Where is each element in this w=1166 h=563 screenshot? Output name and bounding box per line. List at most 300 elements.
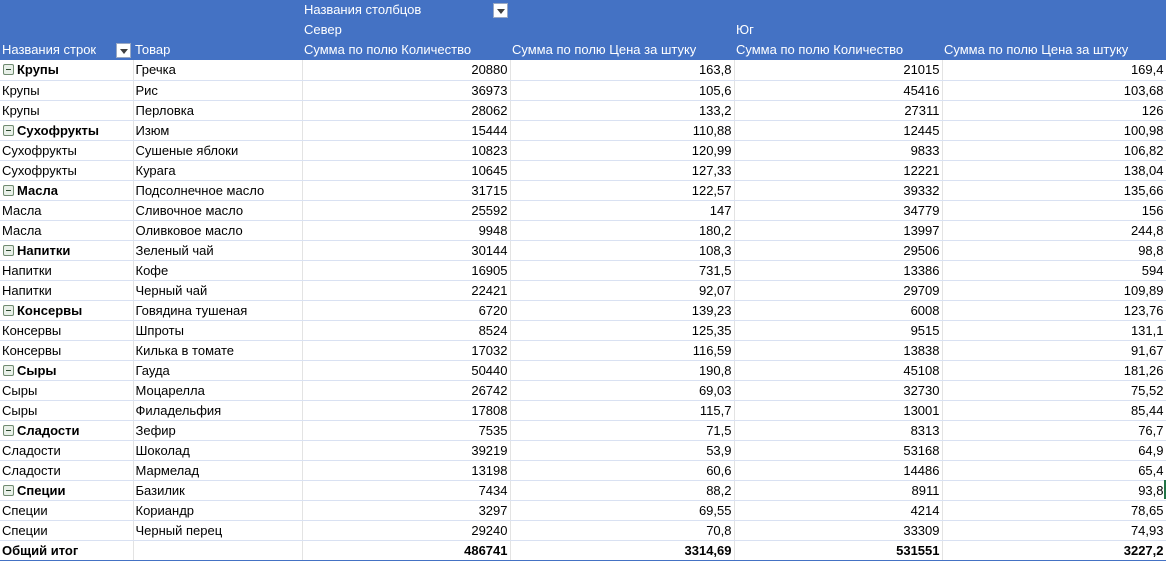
north-quantity-cell[interactable] [302,400,510,420]
south-price-cell[interactable] [942,420,1166,440]
category-cell[interactable] [0,340,133,360]
south-price-cell[interactable] [942,80,1166,100]
grand-total-south-price[interactable]: 3227,2 [942,540,1166,560]
category-cell-text: Сладости [2,442,61,458]
north-quantity-cell[interactable] [302,360,510,380]
north-quantity-cell[interactable] [302,320,510,340]
north-quantity-cell[interactable] [302,340,510,360]
south-price-cell[interactable] [942,480,1166,500]
north-quantity-cell-text: 28062 [471,102,508,118]
south-quantity-cell-text: 32730 [903,382,940,398]
south-price-cell[interactable] [942,520,1166,540]
south-price-cell-text: 131,1 [1130,322,1164,338]
south-price-cell-text: 169,4 [1130,62,1164,78]
south-price-cell-text: 85,44 [1130,402,1164,418]
south-quantity-cell[interactable] [734,80,942,100]
category-cell-text: Консервы [2,322,62,338]
collapse-minus-icon[interactable] [3,185,14,196]
south-quantity-cell[interactable] [734,160,942,180]
north-price-cell-text: 115,7 [699,402,732,418]
north-price-cell-text: 139,23 [691,302,732,318]
category-cell[interactable] [0,160,133,180]
south-quantity-cell[interactable] [734,280,942,300]
north-quantity-cell[interactable] [302,520,510,540]
product-cell-text: Говядина тушеная [135,302,248,318]
north-price-cell[interactable] [510,160,734,180]
category-cell[interactable] [0,320,133,340]
south-price-cell[interactable] [942,500,1166,520]
table-row[interactable] [0,440,1166,460]
north-quantity-cell-text: 10645 [471,162,508,178]
south-price-cell-text: 91,67 [1130,342,1164,358]
category-cell[interactable] [0,520,133,540]
table-row[interactable] [0,80,1166,100]
north-price-cell[interactable] [510,140,734,160]
south-quantity-cell[interactable] [734,360,942,380]
south-quantity-cell-text: 8911 [911,482,940,498]
category-cell-text: Масла [17,182,58,198]
product-cell-text: Килька в томате [135,342,234,358]
column-labels-filter-dropdown-icon[interactable] [493,3,508,18]
category-cell-text: Консервы [17,302,83,318]
south-price-cell-text: 65,4 [1138,462,1164,478]
north-quantity-cell-text: 6720 [478,302,508,318]
category-cell-text: Сухофрукты [2,142,77,158]
north-price-cell[interactable] [510,100,734,120]
north-quantity-cell-text: 3297 [478,502,508,518]
north-quantity-cell-text: 22421 [471,282,508,298]
north-price-cell[interactable] [510,420,734,440]
north-quantity-cell[interactable] [302,240,510,260]
north-price-cell-text: 70,8 [706,522,732,538]
product-cell[interactable] [133,80,302,100]
north-quantity-cell[interactable] [302,460,510,480]
north-quantity-cell[interactable] [302,200,510,220]
south-quantity-cell[interactable] [734,180,942,200]
north-quantity-cell[interactable] [302,380,510,400]
north-price-cell[interactable] [510,360,734,380]
south-price-cell-text: 156 [1141,202,1164,218]
north-price-cell[interactable] [510,80,734,100]
category-cell-text: Напитки [2,262,52,278]
south-price-cell[interactable] [942,220,1166,240]
category-cell[interactable] [0,80,133,100]
category-cell[interactable] [0,280,133,300]
north-price-cell-text: 53,9 [706,442,732,458]
north-quantity-cell-text: 17032 [471,342,508,358]
category-cell[interactable] [0,440,133,460]
north-price-cell-text: 105,6 [698,82,732,98]
north-price-cell-text: 108,3 [698,242,732,258]
table-row[interactable] [0,320,1166,340]
north-quantity-cell[interactable] [302,140,510,160]
north-price-cell[interactable] [510,460,734,480]
table-row[interactable] [0,180,1166,200]
north-price-cell-text: 110,88 [692,122,732,138]
product-cell-text: Курага [135,162,176,178]
south-quantity-cell[interactable] [734,200,942,220]
north-quantity-cell-text: 16905 [471,262,508,278]
north-price-cell-text: 92,07 [698,282,732,298]
collapse-minus-icon[interactable] [3,305,14,316]
table-row[interactable] [0,340,1166,360]
south-quantity-cell-text: 53168 [903,442,940,458]
grand-total-north-quantity[interactable]: 486741 [302,540,510,560]
category-cell-text: Специи [2,522,48,538]
table-row[interactable] [0,300,1166,320]
north-price-cell[interactable] [510,400,734,420]
table-row[interactable] [0,460,1166,480]
table-row[interactable] [0,260,1166,280]
category-cell[interactable] [0,380,133,400]
north-quantity-cell[interactable] [302,100,510,120]
north-price-cell-text: 120,99 [691,142,732,158]
north-price-cell-text: 69,03 [698,382,732,398]
south-quantity-cell[interactable] [734,460,942,480]
north-quantity-cell[interactable] [302,80,510,100]
south-quantity-cell-text: 12445 [903,122,940,138]
product-cell[interactable] [133,100,302,120]
north-quantity-cell[interactable] [302,60,510,80]
category-cell[interactable] [0,500,133,520]
north-quantity-cell[interactable] [302,500,510,520]
grand-total-south-quantity[interactable]: 531551 [734,540,942,560]
south-quantity-cell-text: 14486 [903,462,940,478]
category-cell[interactable] [0,100,133,120]
product-cell[interactable] [133,160,302,180]
south-quantity-cell-text: 13001 [903,402,940,418]
category-cell[interactable] [0,140,133,160]
south-price-cell[interactable] [942,400,1166,420]
north-price-cell[interactable] [510,280,734,300]
category-cell[interactable] [0,360,133,380]
product-cell-text: Базилик [135,482,185,498]
south-quantity-cell[interactable] [734,380,942,400]
table-row[interactable] [0,160,1166,180]
south-price-cell-text: 64,9 [1138,442,1164,458]
table-row[interactable] [0,420,1166,440]
north-quantity-cell[interactable] [302,220,510,240]
pivot-body [0,60,1166,561]
north-price-cell[interactable] [510,300,734,320]
product-cell-text: Черный чай [135,282,208,298]
product-cell[interactable] [133,120,302,140]
north-quantity-cell[interactable] [302,280,510,300]
south-price-cell-text: 74,93 [1130,522,1164,538]
product-cell-text: Гречка [135,62,176,78]
row-labels-filter-dropdown-icon[interactable] [116,43,131,58]
table-row[interactable] [0,100,1166,120]
south-quantity-cell-text: 8313 [910,422,940,438]
product-cell-text: Моцарелла [135,382,205,398]
category-cell-text: Крупы [17,62,59,78]
product-cell[interactable] [133,520,302,540]
category-cell[interactable] [0,260,133,280]
category-cell-text: Масла [2,222,42,238]
table-row[interactable] [0,140,1166,160]
north-quantity-cell[interactable] [302,260,510,280]
category-cell[interactable] [0,120,133,140]
south-price-cell-text: 76,7 [1138,422,1164,438]
south-quantity-cell[interactable] [734,420,942,440]
category-cell-text: Специи [2,502,48,518]
south-quantity-cell-text: 34779 [903,202,940,218]
north-quantity-cell[interactable] [302,480,510,500]
category-cell-text: Специи [17,482,66,498]
south-price-header[interactable]: Сумма по полю Цена за штуку [944,42,1129,57]
category-cell[interactable] [0,60,133,80]
product-cell-text: Изюм [135,122,170,138]
south-price-cell[interactable] [942,180,1166,200]
south-quantity-cell-text: 33309 [903,522,940,538]
north-quantity-cell[interactable] [302,120,510,140]
product-cell[interactable] [133,480,302,500]
south-quantity-cell[interactable] [734,100,942,120]
table-row[interactable] [0,280,1166,300]
category-cell[interactable] [0,460,133,480]
south-quantity-cell-text: 29506 [903,242,940,258]
south-price-cell[interactable] [942,260,1166,280]
south-quantity-cell[interactable] [734,480,942,500]
south-price-cell-text: 98,8 [1138,242,1164,258]
table-row[interactable] [0,240,1166,260]
table-row[interactable] [0,360,1166,380]
south-quantity-cell[interactable] [734,500,942,520]
north-price-cell[interactable] [510,240,734,260]
south-price-cell[interactable] [942,300,1166,320]
category-cell-text: Консервы [2,342,62,358]
category-cell[interactable] [0,220,133,240]
north-price-cell-text: 122,57 [691,182,732,198]
south-price-cell-text: 100,98 [1123,122,1164,138]
column-labels-header[interactable]: Названия столбцов [304,2,422,17]
south-price-cell[interactable] [942,460,1166,480]
product-cell[interactable] [133,140,302,160]
product-cell[interactable] [133,260,302,280]
south-quantity-cell[interactable] [734,400,942,420]
south-price-cell[interactable] [942,440,1166,460]
product-cell-text: Кориандр [135,502,195,518]
north-price-cell-text: 133,2 [698,102,732,118]
north-quantity-cell-text: 50440 [471,362,508,378]
north-price-cell-text: 180,2 [698,222,732,238]
product-cell[interactable] [133,280,302,300]
south-price-cell-text: 78,65 [1130,502,1164,518]
collapse-minus-icon[interactable] [3,64,14,75]
table-row[interactable] [0,520,1166,540]
table-row[interactable] [0,120,1166,140]
south-quantity-cell[interactable] [734,520,942,540]
south-quantity-cell[interactable] [734,440,942,460]
south-price-cell-text: 123,76 [1123,302,1164,318]
product-cell[interactable] [133,360,302,380]
product-cell-text: Сушеные яблоки [135,142,239,158]
south-quantity-cell-text: 9515 [910,322,940,338]
product-cell[interactable] [133,240,302,260]
south-price-cell[interactable] [942,320,1166,340]
product-cell[interactable] [133,300,302,320]
south-price-cell[interactable] [942,340,1166,360]
south-quantity-cell-text: 45416 [903,82,940,98]
product-cell[interactable] [133,380,302,400]
product-cell[interactable] [133,320,302,340]
collapse-minus-icon[interactable] [3,125,14,136]
north-price-cell[interactable] [510,260,734,280]
product-cell[interactable] [133,60,302,80]
south-quantity-cell-text: 13838 [903,342,940,358]
south-price-cell-text: 594 [1141,262,1164,278]
south-quantity-cell-text: 4214 [910,502,940,518]
south-quantity-cell-text: 21015 [903,62,940,78]
north-quantity-cell-text: 31715 [471,182,508,198]
category-cell-text: Сладости [2,462,61,478]
product-cell-text: Оливковое масло [135,222,243,238]
south-price-cell[interactable] [942,160,1166,180]
north-price-cell[interactable] [510,180,734,200]
collapse-minus-icon[interactable] [3,485,14,496]
south-quantity-cell[interactable] [734,320,942,340]
product-cell[interactable] [133,500,302,520]
table-row[interactable] [0,220,1166,240]
south-quantity-cell-text: 39332 [903,182,940,198]
region-north-header[interactable]: Север [304,22,342,37]
table-row[interactable] [0,480,1166,500]
south-quantity-cell-text: 6008 [910,302,940,318]
north-price-cell[interactable] [510,520,734,540]
product-cell-text: Перловка [135,102,194,118]
north-price-header[interactable]: Сумма по полю Цена за штуку [512,42,697,57]
north-quantity-cell-text: 29240 [471,522,508,538]
category-cell[interactable] [0,180,133,200]
north-quantity-cell[interactable] [302,160,510,180]
south-price-cell[interactable] [942,120,1166,140]
category-cell-text: Крупы [2,82,40,98]
south-quantity-cell[interactable] [734,260,942,280]
north-price-cell[interactable] [510,120,734,140]
table-row[interactable] [0,200,1166,220]
north-price-cell[interactable] [510,200,734,220]
category-cell[interactable] [0,480,133,500]
region-south-header[interactable]: Юг [736,22,754,37]
table-row[interactable] [0,60,1166,80]
north-price-cell-text: 190,8 [698,362,732,378]
category-cell[interactable] [0,300,133,320]
grand-total-north-price[interactable]: 3314,69 [510,540,734,560]
category-cell[interactable] [0,240,133,260]
south-quantity-header[interactable]: Сумма по полю Количество [736,42,904,57]
north-quantity-cell[interactable] [302,440,510,460]
category-cell-text: Сыры [2,402,38,418]
product-cell[interactable] [133,220,302,240]
north-price-cell-text: 147 [709,202,732,218]
table-row[interactable] [0,400,1166,420]
product-cell[interactable] [133,440,302,460]
south-price-cell[interactable] [942,60,1166,80]
south-quantity-cell-text: 12221 [903,162,940,178]
category-cell[interactable] [0,400,133,420]
product-cell-text: Подсолнечное масло [135,182,265,198]
north-price-cell[interactable] [510,480,734,500]
south-price-cell-text: 135,66 [1123,182,1164,198]
south-quantity-cell[interactable] [734,60,942,80]
south-quantity-cell[interactable] [734,140,942,160]
south-quantity-cell[interactable] [734,120,942,140]
south-quantity-cell[interactable] [734,240,942,260]
north-price-cell-text: 127,33 [691,162,732,178]
south-price-cell-text: 106,82 [1123,142,1164,158]
south-price-cell[interactable] [942,380,1166,400]
south-price-cell-text: 109,89 [1123,282,1164,298]
south-quantity-cell-text: 13997 [903,222,940,238]
north-price-cell[interactable] [510,320,734,340]
north-price-cell[interactable] [510,220,734,240]
north-quantity-cell[interactable] [302,300,510,320]
grand-total-label[interactable]: Общий итог [0,540,133,560]
product-cell-text: Зефир [135,422,176,438]
south-quantity-cell-text: 29709 [903,282,940,298]
product-cell-text: Мармелад [135,462,200,478]
category-cell-text: Сыры [17,362,57,378]
north-price-cell-text: 71,5 [706,422,732,438]
south-price-cell[interactable] [942,100,1166,120]
north-quantity-cell[interactable] [302,180,510,200]
product-cell-text: Филадельфия [135,402,222,418]
north-price-cell[interactable] [510,380,734,400]
south-quantity-cell[interactable] [734,300,942,320]
north-quantity-cell-text: 39219 [471,442,508,458]
north-quantity-cell[interactable] [302,420,510,440]
table-row[interactable] [0,500,1166,520]
south-price-cell[interactable] [942,140,1166,160]
north-price-cell[interactable] [510,340,734,360]
product-header[interactable]: Товар [135,42,171,57]
product-cell[interactable] [133,180,302,200]
grand-total-row[interactable] [0,540,1166,560]
south-price-cell[interactable] [942,200,1166,220]
product-cell[interactable] [133,340,302,360]
south-price-cell[interactable] [942,280,1166,300]
north-price-cell-text: 731,5 [698,262,732,278]
grand-total-product-cell[interactable] [133,540,302,560]
north-price-cell[interactable] [510,440,734,460]
north-price-cell[interactable] [510,500,734,520]
north-quantity-cell-text: 9948 [478,222,508,238]
product-cell[interactable] [133,420,302,440]
north-price-cell[interactable] [510,60,734,80]
category-cell-text: Напитки [17,242,71,258]
collapse-minus-icon[interactable] [3,425,14,436]
category-cell[interactable] [0,200,133,220]
product-cell[interactable] [133,400,302,420]
south-price-cell[interactable] [942,360,1166,380]
collapse-minus-icon[interactable] [3,245,14,256]
north-quantity-header[interactable]: Сумма по полю Количество [304,42,472,57]
north-price-cell-text: 60,6 [706,462,732,478]
category-cell-text: Сыры [2,382,38,398]
product-cell[interactable] [133,460,302,480]
product-cell[interactable] [133,200,302,220]
collapse-minus-icon[interactable] [3,365,14,376]
south-price-cell[interactable] [942,240,1166,260]
south-quantity-cell[interactable] [734,340,942,360]
row-labels-header[interactable]: Названия строк [2,42,97,57]
south-quantity-cell[interactable] [734,220,942,240]
south-price-cell-text: 103,68 [1123,82,1164,98]
north-quantity-cell-text: 8524 [478,322,508,338]
category-cell[interactable] [0,420,133,440]
table-row[interactable] [0,380,1166,400]
south-quantity-cell-text: 9833 [910,142,940,158]
